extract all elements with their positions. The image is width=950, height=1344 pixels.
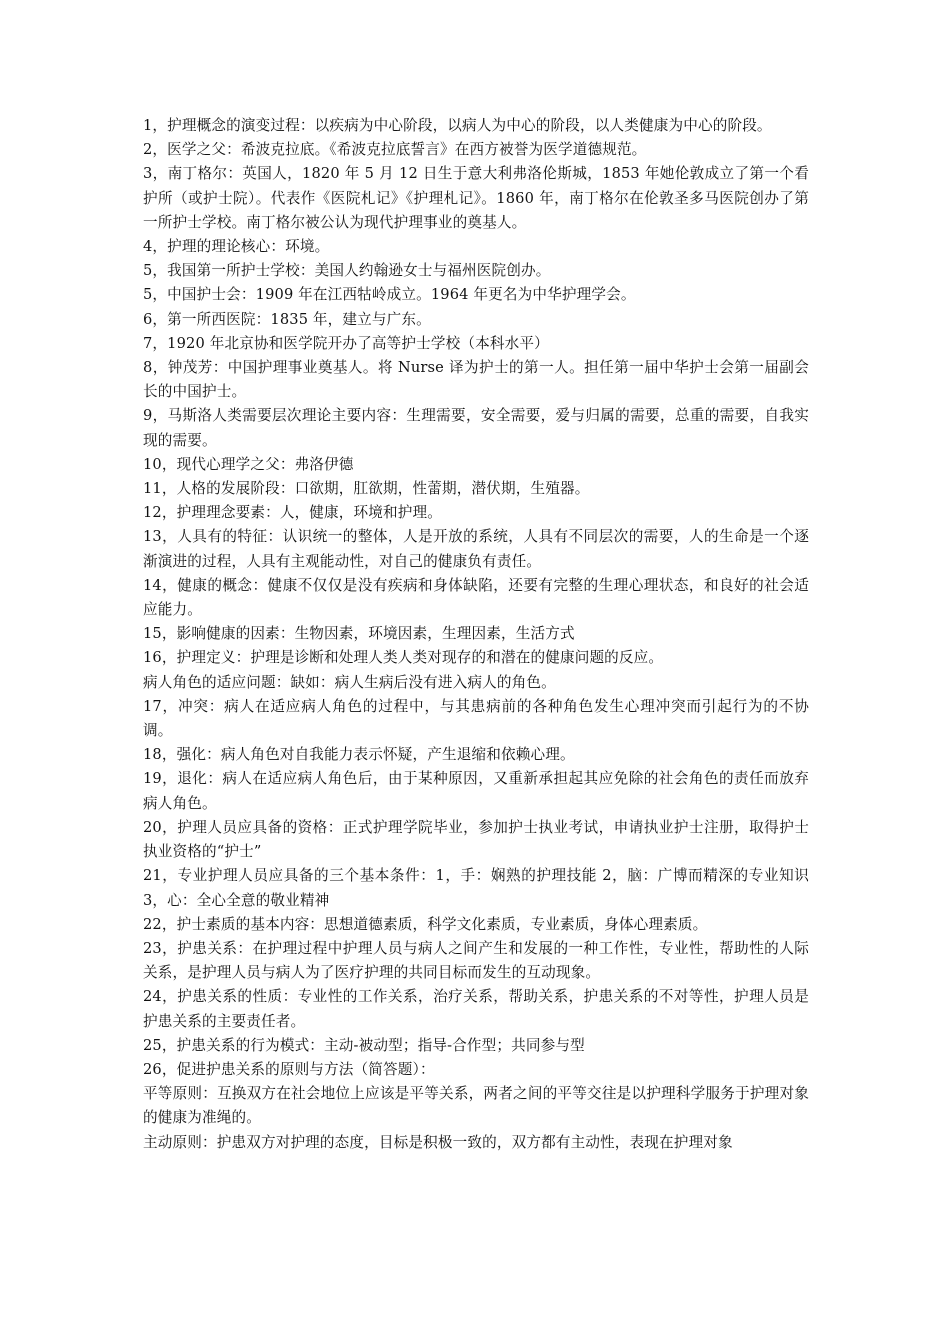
paragraph-29: 平等原则：互换双方在社会地位上应该是平等关系，两者之间的平等交往是以护理科学服务于护理对象的健康为准绳的。 [143, 1085, 809, 1127]
paragraph-12: 11，人格的发展阶段：口欲期，肛欲期，性蕾期，潜伏期，生殖器。 [143, 480, 590, 498]
paragraph-5: 5，我国第一所护士学校：美国人约翰逊女士与福州医院创办。 [143, 262, 551, 280]
paragraph-22: 20，护理人员应具备的资格：正式护理学院毕业，参加护士执业考试，申请执业护士注册，取得护士执业资格的“护士” [143, 818, 809, 861]
paragraph-23: 21，专业护理人员应具备的三个基本条件：1，手：娴熟的护理技能 2，脑：广博而精深的专业知识 3，心：全心全意的敬业精神 [143, 867, 824, 909]
paragraph-2: 2，医学之父：希波克拉底。《希波克拉底誓言》在西方被誉为医学道德规范。 [143, 141, 647, 159]
paragraph-20: 18，强化：病人角色对自我能力表示怀疑，产生退缩和依赖心理。 [143, 746, 575, 764]
paragraph-17: 16，护理定义：护理是诊断和处理人类人类对现存的和潜在的健康问题的反应。 [143, 649, 664, 667]
paragraph-8: 7，1920 年北京协和医学院开办了高等护士学校（本科水平） [143, 334, 549, 352]
paragraph-28: 26，促进护患关系的原则与方法（简答题）： [143, 1060, 435, 1078]
paragraph-14: 13，人具有的特征：认识统一的整体，人是开放的系统，人具有不同层次的需要，人的生命是一个逐渐演进的过程，人具有主观能动性，对自己的健康负有责任。 [143, 528, 809, 570]
paragraph-15: 14，健康的概念：健康不仅仅是没有疾病和身体缺陷，还要有完整的生理心理状态，和良好的社会适应能力。 [143, 576, 809, 619]
document-page [143, 114, 824, 1155]
paragraph-26: 24，护患关系的性质：专业性的工作关系，治疗关系，帮助关系，护患关系的不对等性，护理人员是护患关系的主要责任者。 [143, 988, 809, 1030]
paragraph-27: 25，护患关系的行为模式：主动-被动型；指导-合作型；共同参与型 [143, 1036, 585, 1054]
paragraph-1: 1，护理概念的演变过程：以疾病为中心阶段，以病人为中心的阶段，以人类健康为中心的阶段。 [143, 117, 772, 134]
paragraph-24: 22，护士素质的基本内容：思想道德素质，科学文化素质，专业素质，身体心理素质。 [143, 915, 708, 933]
paragraph-13: 12，护理理念要素：人，健康，环境和护理。 [143, 504, 443, 522]
paragraph-21: 19，退化：病人在适应病人角色后，由于某种原因，又重新承担起其应免除的社会角色的责任而放弃病人角色。 [143, 770, 809, 812]
paragraph-11: 10，现代心理学之父：弗洛伊德 [143, 455, 354, 473]
paragraph-16: 15，影响健康的因素：生物因素，环境因素，生理因素，生活方式 [143, 625, 575, 643]
paragraph-9: 8，钟茂芳：中国护理事业奠基人。将 Nurse 译为护士的第一人。担任第一届中华护士会第一届副会长的中国护士。 [143, 359, 809, 401]
paragraph-18: 病人角色的适应问题：缺如：病人生病后没有进入病人的角色。 [143, 673, 556, 691]
paragraph-7: 6，第一所西医院：1835 年，建立与广东。 [143, 310, 431, 328]
paragraph-10: 9，马斯洛人类需要层次理论主要内容：生理需要，安全需要，爱与归属的需要，总重的需要，自我实现的需要。 [143, 407, 809, 449]
paragraph-3: 3，南丁格尔：英国人，1820 年 5 月 12 日生于意大利弗洛伦斯城，1853 年她伦敦成立了第一个看护所（或护士院）。代表作《医院札记》《护理札记》。1860 年，南丁格尔在伦敦圣多马医院创办了第一所护士学校。南丁格尔被公认为现代护理事业的奠基人。 [143, 165, 809, 231]
paragraph-25: 23，护患关系：在护理过程中护理人员与病人之间产生和发展的一种工作性，专业性，帮助性的人际关系，是护理人员与病人为了医疗护理的共同目标而发生的互动现象。 [143, 939, 809, 982]
paragraph-19: 17，冲突：病人在适应病人角色的过程中，与其患病前的各种角色发生心理冲突而引起行为的不协调。 [143, 697, 809, 740]
paragraph-4: 4，护理的理论核心：环境。 [143, 238, 330, 256]
paragraph-6: 5，中国护士会：1909 年在江西牯岭成立。1964 年更名为中华护理学会。 [143, 286, 636, 304]
paragraph-30: 主动原则：护患双方对护理的态度，目标是积极一致的，双方都有主动性，表现在护理对象 [143, 1133, 733, 1151]
